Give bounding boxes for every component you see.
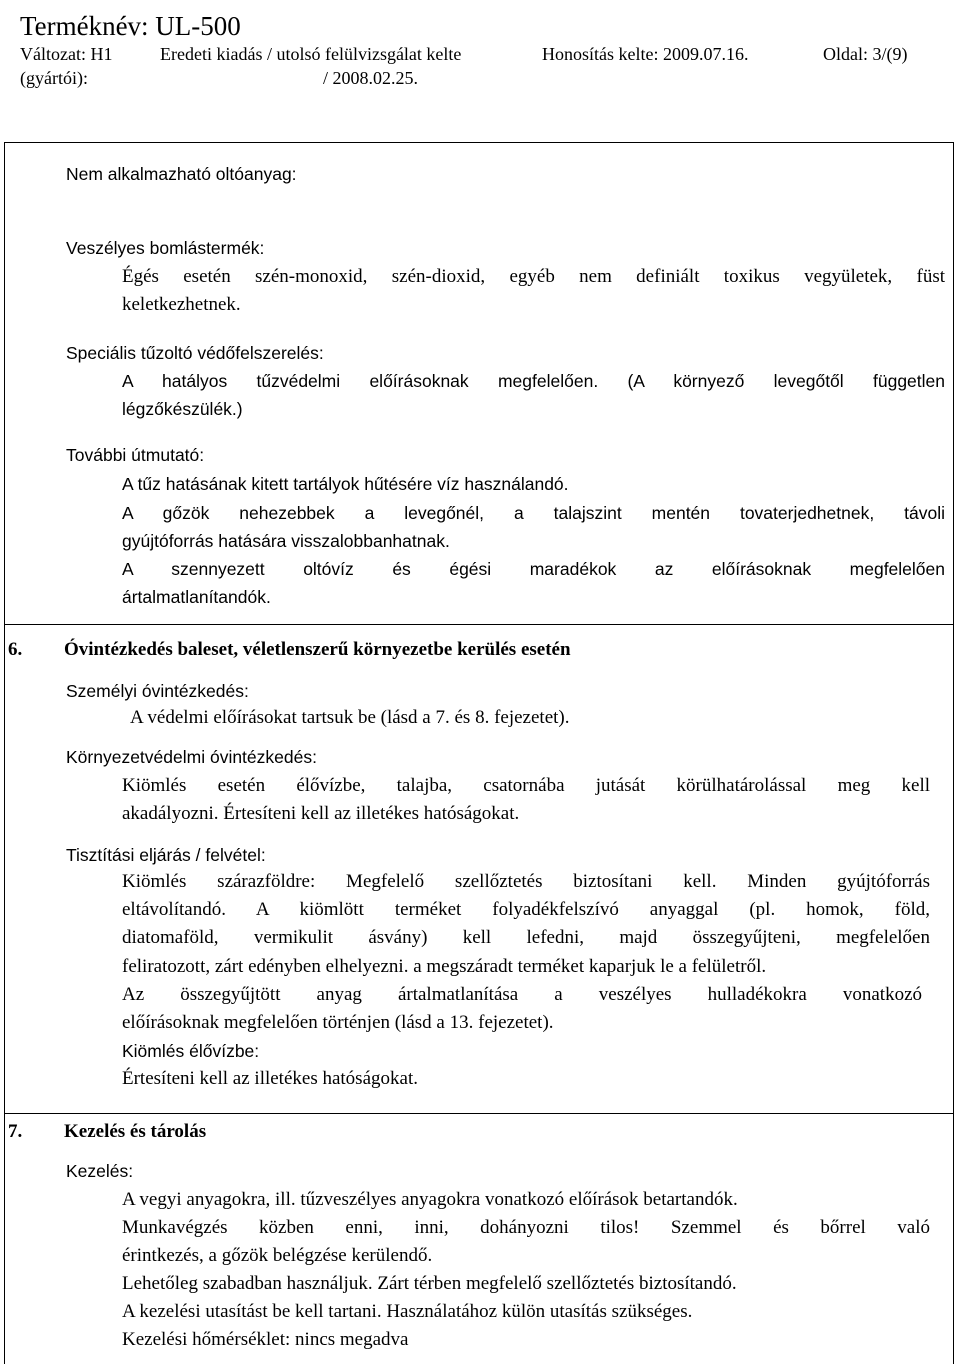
unsuitable-extinguisher-label: Nem alkalmazható oltóanyag: [66, 164, 297, 184]
section-6-title: Óvintézkedés baleset, véletlenszerű környezetbe kerülés esetén [64, 639, 571, 660]
section-divider-6-7 [4, 1113, 954, 1114]
cleanup-line-4: feliratozott, zárt edényben elhelyezni. a megszáradt terméket kaparjuk le a felületről. [122, 956, 767, 977]
handling-label: Kezelés: [66, 1161, 134, 1181]
release-date-label: Eredeti kiadás / utolsó felülvizsgálat kelte [160, 44, 462, 64]
further-line-1: A tűz hatásának kitett tartályok hűtésére víz használandó. [122, 474, 569, 494]
equipment-line-1: A hatályos tűzvédelmi előírásoknak megfelelően. (A környező levegőtől független [122, 371, 945, 391]
cleanup-line-6: előírásoknak megfelelően történjen (lásd a 13. fejezetet). [122, 1012, 554, 1033]
cleanup-line-2: eltávolítandó. A kiömlött terméket folyadékfelszívó anyaggal (pl. homok, föld, [122, 899, 930, 920]
handling-line-3: érintkezés, a gőzök belégzése kerülendő. [122, 1245, 433, 1266]
document-header [20, 10, 940, 90]
release-date-value: / 2008.02.25. [323, 68, 419, 88]
spill-into-water-label: Kiömlés élővízbe: [122, 1041, 260, 1061]
product-name: Terméknév: UL-500 [20, 11, 241, 41]
water-line-1: Értesíteni kell az illetékes hatóságokat. [122, 1068, 418, 1089]
env-line-1: Kiömlés esetén élővízbe, talajba, csatornába jutását körülhatárolással meg kell [122, 775, 930, 796]
further-line-4: A szennyezett oltóvíz és égési maradékok az előírásoknak megfelelően [122, 559, 945, 579]
hazardous-decomposition-label: Veszélyes bomlástermék: [66, 238, 265, 258]
further-line-3: gyújtóforrás hatására visszalobbanhatnak. [122, 531, 450, 551]
further-line-2: A gőzök nehezebbek a levegőnél, a talajszint mentén tovaterjedhetnek, távoli [122, 503, 945, 523]
decomposition-line-1: Égés esetén szén-monoxid, szén-dioxid, egyéb nem definiált toxikus vegyületek, füst [122, 266, 945, 287]
localization-date: Honosítás kelte: 2009.07.16. [542, 44, 749, 64]
section-divider-5-6 [4, 624, 954, 625]
environmental-precautions-label: Környezetvédelmi óvintézkedés: [66, 747, 317, 767]
handling-line-4: Lehetőleg szabadban használjuk. Zárt térben megfelelő szellőztetés biztosítandó. [122, 1273, 737, 1294]
personal-line-1: A védelmi előírásokat tartsuk be (lásd a 7. és 8. fejezetet). [130, 707, 570, 728]
page-number: Oldal: 3/(9) [823, 44, 908, 64]
handling-line-5: A kezelési utasítást be kell tartani. Használatához külön utasítás szükséges. [122, 1301, 693, 1322]
header-row-1 [20, 42, 940, 66]
cleanup-line-1: Kiömlés szárazföldre: Megfelelő szellőztetés biztosítani kell. Minden gyújtóforrás [122, 871, 930, 892]
personal-precautions-label: Személyi óvintézkedés: [66, 681, 249, 701]
firefighting-equipment-label: Speciális tűzoltó védőfelszerelés: [66, 343, 324, 363]
section-7-title: Kezelés és tárolás [64, 1121, 207, 1142]
handling-line-1: A vegyi anyagokra, ill. tűzveszélyes anyagokra vonatkozó előírások betartandók. [122, 1189, 738, 1210]
equipment-line-2: légzőkészülék.) [122, 399, 243, 419]
section-7-number: 7. [8, 1121, 23, 1142]
handling-line-2: Munkavégzés közben enni, inni, dohányozni tilos! Szemmel és bőrrel való [122, 1217, 930, 1238]
further-line-5: ártalmatlanítandók. [122, 587, 271, 607]
header-row-2 [20, 66, 940, 90]
cleanup-line-5: Az összegyűjtött anyag ártalmatlanítása a veszélyes hulladékokra vonatkozó [122, 984, 922, 1005]
cleanup-line-3: diatomaföld, vermikulit ásvány) kell lefedni, majd összegyűjteni, megfelelően [122, 927, 930, 948]
cleanup-label: Tisztítási eljárás / felvétel: [66, 845, 266, 865]
section-6-number: 6. [8, 639, 23, 660]
release-date-label-cont: (gyártói): [20, 68, 88, 88]
decomposition-line-2: keletkezhetnek. [122, 294, 241, 315]
env-line-2: akadályozni. Értesíteni kell az illetékes hatóságokat. [122, 803, 520, 824]
further-guidance-label: További útmutató: [66, 445, 205, 465]
handling-line-6: Kezelési hőmérséklet: nincs megadva [122, 1329, 409, 1350]
version-label: Változat: H1 [20, 44, 113, 64]
